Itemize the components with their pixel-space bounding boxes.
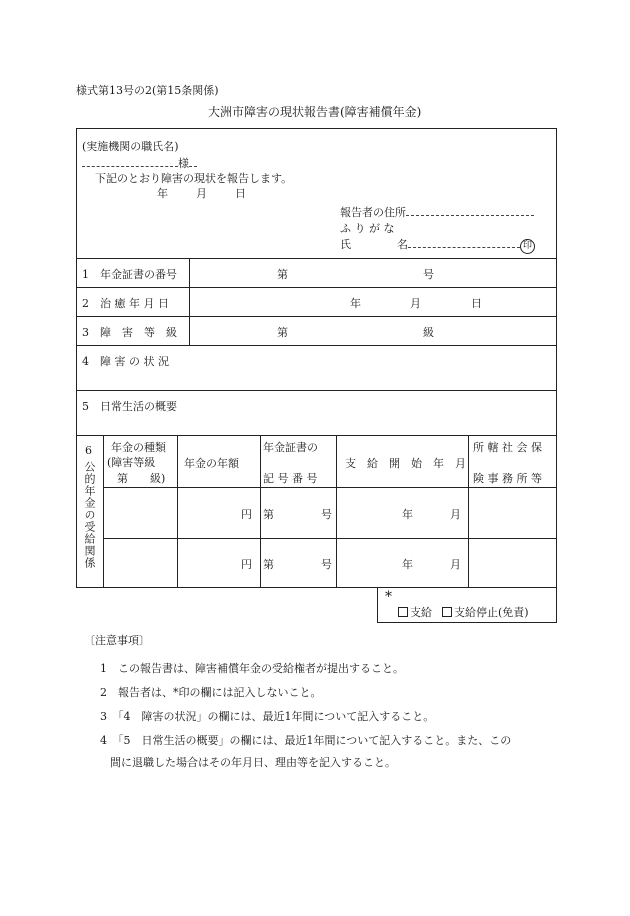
row2-yen: 円 xyxy=(241,558,252,571)
public-pension-number: 6 xyxy=(85,444,92,457)
row1-dai: 第 xyxy=(263,508,274,521)
row1-go: 号 xyxy=(321,508,332,521)
note-3: 3 「4 障害の状況」の欄には、最近1年間について記入すること。 xyxy=(100,710,435,723)
cure-date-label: 2 治 癒 年 月 日 xyxy=(82,297,169,310)
pay-checkbox[interactable] xyxy=(398,607,408,617)
reporter-address-row xyxy=(340,204,534,220)
note-1: 1 この報告書は、障害補償年金の受給権者が提出すること。 xyxy=(100,662,404,675)
notes-heading: 〔注意事項〕 xyxy=(84,634,150,647)
row2-dai: 第 xyxy=(263,558,274,571)
col-office-2: 険 事 務 所 等 xyxy=(473,472,542,485)
reporter-name-row xyxy=(340,236,535,254)
report-date xyxy=(157,185,246,201)
row2-month: 月 xyxy=(450,558,461,571)
report-form xyxy=(76,128,557,588)
stop-label: 支給停止(免責) xyxy=(454,606,529,619)
pay-label: 支給 xyxy=(410,606,432,619)
pension-number-go: 号 xyxy=(423,268,434,281)
row2-year: 年 xyxy=(402,558,413,571)
note-4a: 4 「5 日常生活の概要」の欄には、最近1年間について記入すること。また、この xyxy=(100,734,512,747)
col-cert-number-2: 記 号 番 号 xyxy=(263,472,318,485)
daily-life-label: 5 日常生活の概要 xyxy=(82,400,177,413)
date-month-label: 月 xyxy=(196,187,207,200)
date-year-label: 年 xyxy=(157,187,168,200)
addressee-line xyxy=(82,155,197,171)
disability-grade-label: 3 障 害 等 級 xyxy=(82,326,177,339)
office-use-asterisk: * xyxy=(385,589,392,605)
form-number: 様式第13号の2(第15条関係) xyxy=(76,84,219,97)
date-day-label: 日 xyxy=(235,187,246,200)
pension-number-label: 1 年金証書の番号 xyxy=(82,268,177,281)
document-title: 大洲市障害の現状報告書(障害補償年金) xyxy=(208,105,422,119)
report-sentence: 下記のとおり障害の現状を報告します。 xyxy=(95,172,293,185)
row1-month: 月 xyxy=(450,508,461,521)
addressee-blank[interactable] xyxy=(82,156,178,167)
col-pension-type-2: (障害等級 xyxy=(107,456,156,469)
office-use-options xyxy=(398,604,529,620)
disability-status-label: 4 障 害 の 状 況 xyxy=(82,355,169,368)
row1-yen: 円 xyxy=(241,508,252,521)
cure-date-day: 日 xyxy=(471,297,482,310)
cure-date-year: 年 xyxy=(350,297,361,310)
public-pension-side-label: 公的年金の受給関係 xyxy=(83,461,96,569)
seal-mark: 印 xyxy=(520,239,535,254)
reporter-address-label: 報告者の住所 xyxy=(340,206,406,219)
stop-checkbox[interactable] xyxy=(442,607,452,617)
sama-label: 様 xyxy=(178,157,189,170)
furigana-label: ふ り が な xyxy=(340,222,395,235)
institution-label: (実施機関の職氏名) xyxy=(82,140,179,153)
cure-date-month: 月 xyxy=(410,297,421,310)
office-use-box xyxy=(377,587,557,623)
col-pension-amount: 年金の年額 xyxy=(184,457,239,470)
disability-grade-kyu: 級 xyxy=(423,326,434,339)
col-start-date: 支 給 開 始 年 月 xyxy=(345,457,466,470)
reporter-address-field[interactable] xyxy=(406,205,534,216)
col-pension-type-3: 第 級) xyxy=(117,472,166,485)
pension-number-dai: 第 xyxy=(277,268,288,281)
disability-grade-dai: 第 xyxy=(277,326,288,339)
note-4b: 間に退職した場合はその年月日、理由等を記入すること。 xyxy=(110,756,396,769)
furigana-row xyxy=(340,220,395,236)
col-cert-number-1: 年金証書の xyxy=(263,441,318,454)
name-label-1: 氏 xyxy=(340,238,351,251)
col-office-1: 所 轄 社 会 保 xyxy=(473,441,542,454)
row1-year: 年 xyxy=(402,508,413,521)
reporter-name-field[interactable] xyxy=(408,237,520,248)
row2-go: 号 xyxy=(321,558,332,571)
name-label-2: 名 xyxy=(397,238,408,251)
note-2: 2 報告者は、*印の欄には記入しないこと。 xyxy=(100,686,322,699)
col-pension-type-1: 年金の種類 xyxy=(111,441,166,454)
